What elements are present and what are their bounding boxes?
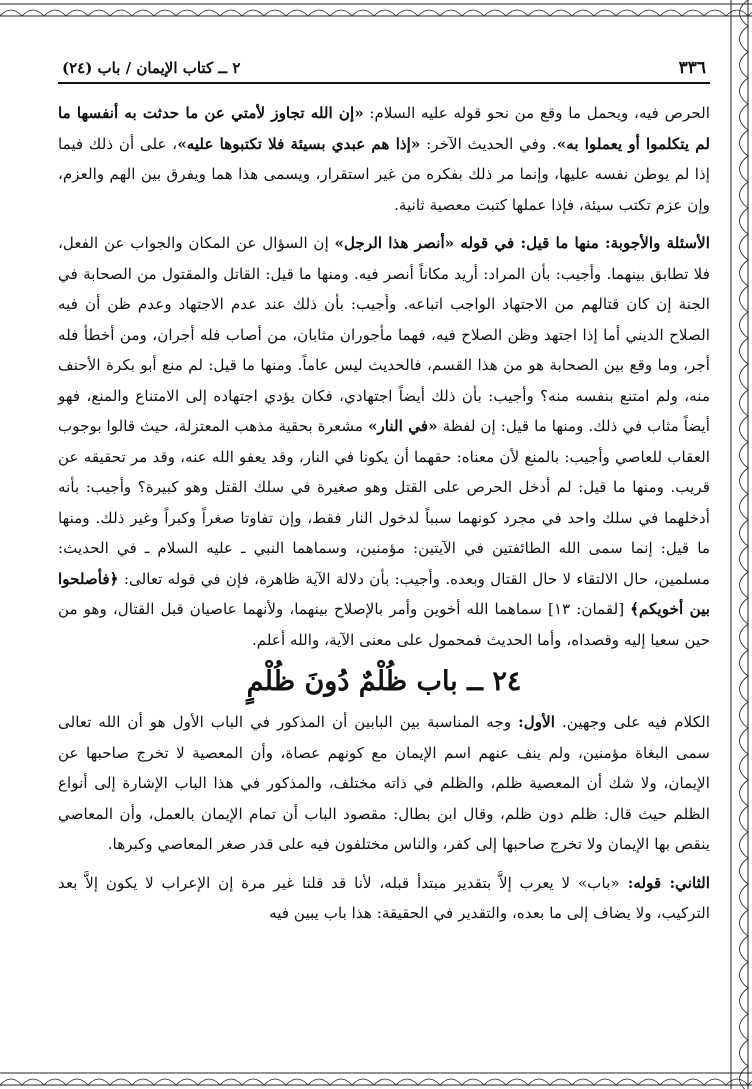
border-ornament	[418, 1079, 440, 1085]
border-ornament	[572, 10, 594, 16]
border-ornament	[242, 1079, 264, 1085]
border-ornament	[740, 0, 749, 26]
border-ornament	[740, 208, 749, 234]
hadith-quote: «إذا هم عبدي بسيئة فلا تكتبوها عليه»	[177, 134, 421, 153]
border-ornament	[132, 10, 154, 16]
border-ornament	[286, 10, 308, 16]
border-ornament	[740, 702, 749, 728]
border-ornament	[740, 494, 749, 520]
border-ornament	[550, 10, 572, 16]
border-ornament	[740, 936, 749, 962]
border-ornament	[264, 1079, 286, 1085]
border-ornament	[594, 1079, 616, 1085]
decorative-border-top	[0, 0, 752, 20]
section-label: الأسئلة والأجوبة: منها ما قيل: في قوله	[454, 234, 711, 252]
text-segment: الحرص فيه، ويحمل ما وقع من نحو قوله عليه السلام:	[363, 104, 710, 122]
border-ornament	[740, 364, 749, 390]
border-ornament	[740, 806, 749, 832]
text-segment: إن السؤال عن المكان والجواب عن الفعل، فلا تطابق بينهما. وأجيب: بأن المراد: أريد مكاناً أنصر فيه. ومنها ما قيل: القاتل والمقتول من الصحابة في الجنة إن كان قتالهم من الاجتهاد الواجب اتباعه. وأجيب: بأن ذلك عند عدم الاجتهاد وعدم ظن أن فيه الصلاح الديني أما إذا اجتهد وظن الصلاح فيه، فهما مأجوران مثابان، من أصاب فله أجران، ومن أخطأ فله أجر، وما وقع بين الصحابة هو من هذا القسم، فالحديث ليس عاماً. ومنها ما قيل: لم منع أبو بكرة الأحنف منه، ولم امتنع بنفسه منه؟ وأجيب: بأن ذلك أيضاً اجتهادي، فكان يؤدي اجتهاده إلى الامتناع والمنع، فهو أيضاً مثاب في ذلك. ومنها ما قيل: إن لفظة	[58, 234, 710, 435]
quran-quote: ﴿فأصلحوا بين أخويكم﴾	[58, 569, 711, 618]
border-ornament	[198, 1079, 220, 1085]
border-ornament	[740, 884, 749, 910]
paragraph-1	[58, 98, 710, 220]
border-ornament	[740, 1040, 749, 1066]
border-ornament	[462, 10, 484, 16]
border-ornament	[740, 1066, 749, 1089]
section-label: الأول:	[518, 713, 555, 731]
text-segment: وجه المناسبة بين البابين أن المذكور في الباب الأول هو أن الله تعالى سمى البغاة مؤمنين، ولم ينف عنهم اسم الإيمان مع كونهم عصاة، وأن المعصية لا تخرج صاحبها عن الإيمان، ولا شك أن المعصية ظلم، والظلم في ذاته مختلف، والمذكور في هذا الباب الإشارة إلى أنواع الظلم حيث قال: ظلم دون ظلم، وقال ابن بطال: مقصود الباب أن تمام الإيمان بالعمل، وأن المعاصي ينقص بها الإيمان ولا تخرج صاحبها إلى كفر، والناس مختلفون فيه على قدر صغر المعاصي وكبرها.	[58, 713, 710, 853]
border-ornament	[660, 10, 682, 16]
border-ornament	[528, 1079, 550, 1085]
border-ornament	[740, 390, 749, 416]
border-ornament	[110, 10, 132, 16]
border-ornament	[740, 754, 749, 780]
border-ornament	[740, 78, 749, 104]
border-ornament	[740, 260, 749, 286]
border-ornament	[740, 104, 749, 130]
border-ornament	[462, 1079, 484, 1085]
border-ornament	[154, 10, 176, 16]
border-ornament	[22, 10, 44, 16]
border-ornament	[740, 234, 749, 260]
page-number: ٣٣٦	[678, 58, 706, 78]
border-ornament	[572, 1079, 594, 1085]
section-label: الثاني: قوله:	[619, 873, 710, 892]
border-ornament	[740, 858, 749, 884]
border-ornament	[220, 1079, 242, 1085]
text-segment: مشعرة بحقية مذهب المعتزلة، حيث قالوا بوجوب العقاب للعاصي وأجيب: بالمنع لأن معناه: حقهما أن يكونا في النار، وقد يعفو الله عنه، وقد مر تحقيقه عن قريب. ومنها ما قيل: لم أدخل الحرص على القتل وهو صغيرة في سلك القتل وهو كبيرة؟ وأجيب: بأنه أدخلهما في سلك واحد في مجرد كونهما سبباً لدخول النار فقط، وإن تفاوتا صغراً وكبراً وغير ذلك. ومنها ما قيل: إنما سمى الله الطائفتين في الآيتين: مؤمنين، وسماهما النبي ـ عليه السلام ـ في الحديث: مسلمين، حال الالتقاء لا حال القتال وبعده. وأجيب: بأن دلالة الآية ظاهرة، فإن في قوله تعالى:	[58, 417, 710, 588]
border-ornament	[616, 10, 638, 16]
border-ornament	[198, 10, 220, 16]
border-ornament	[396, 1079, 418, 1085]
border-ornament	[110, 1079, 132, 1085]
border-ornament	[682, 1079, 704, 1085]
border-ornament	[550, 1079, 572, 1085]
decorative-border-right	[727, 0, 752, 1089]
border-ornament	[22, 1079, 44, 1085]
border-ornament	[44, 1079, 66, 1085]
paragraph-second-aspect	[58, 868, 710, 929]
border-ornament	[740, 286, 749, 312]
border-ornament	[374, 1079, 396, 1085]
border-ornament	[220, 10, 242, 16]
border-ornament	[66, 10, 88, 16]
border-ornament	[440, 1079, 462, 1085]
border-ornament	[132, 1079, 154, 1085]
border-ornament	[704, 1079, 726, 1085]
book-page	[58, 56, 710, 1066]
border-ornament	[176, 10, 198, 16]
border-ornament	[308, 10, 330, 16]
border-ornament	[740, 1014, 749, 1040]
border-ornament	[396, 10, 418, 16]
border-ornament	[740, 26, 749, 52]
paragraph-first-aspect	[58, 707, 710, 860]
border-ornament	[440, 10, 462, 16]
hadith-quote: «في النار»	[367, 417, 438, 435]
border-ornament	[88, 10, 110, 16]
border-ornament	[286, 1079, 308, 1085]
border-ornament	[506, 1079, 528, 1085]
decorative-border-bottom	[0, 1069, 752, 1089]
border-ornament	[740, 728, 749, 754]
page-header	[58, 56, 710, 84]
border-ornament	[352, 1079, 374, 1085]
border-ornament	[418, 10, 440, 16]
border-ornament	[88, 1079, 110, 1085]
border-ornament	[484, 10, 506, 16]
text-segment: «باب»	[577, 873, 620, 892]
text-segment: ، على أن ذلك فيما إذا لم يوطن نفسه عليها، وإنما مر ذلك بفكره من غير استقرار، ويسمى هذا هما ويفرق بين الهم والعزم، وإن عزم تكتب سيئة، فإذا عملها كتبت معصية ثانية.	[58, 134, 710, 214]
border-ornament	[740, 52, 749, 78]
border-ornament	[740, 780, 749, 806]
border-ornament	[740, 650, 749, 676]
border-ornament	[308, 1079, 330, 1085]
border-ornament	[352, 10, 374, 16]
paragraph-questions-answers	[58, 228, 710, 655]
border-ornament	[682, 10, 704, 16]
text-segment: الكلام فيه على وجهين.	[554, 713, 710, 731]
border-ornament	[740, 468, 749, 494]
border-ornament	[484, 1079, 506, 1085]
border-ornament	[740, 312, 749, 338]
border-ornament	[740, 546, 749, 572]
border-ornament	[740, 832, 749, 858]
border-ornament	[242, 10, 264, 16]
hadith-quote: «أنصر هذا الرجل»	[334, 234, 455, 252]
border-ornament	[704, 10, 726, 16]
border-ornament	[264, 10, 286, 16]
border-ornament	[740, 416, 749, 442]
border-ornament	[528, 10, 550, 16]
border-ornament	[594, 10, 616, 16]
border-ornament	[44, 10, 66, 16]
border-ornament	[176, 1079, 198, 1085]
border-ornament	[740, 520, 749, 546]
border-ornament	[660, 1079, 682, 1085]
border-ornament	[740, 572, 749, 598]
border-ornament	[0, 10, 22, 16]
text-segment: [لقمان: ١٣] سماهما الله أخوين وأمر بالإصلاح بينهما، ولأنهما عاصيان قبل القتال، وهو من حين سعيا إليه وقصداه، وأما الحديث فمحمول على معنى الآية، والله أعلم.	[58, 600, 710, 649]
border-ornament	[740, 910, 749, 936]
border-ornament	[740, 442, 749, 468]
chapter-heading: ٢٤ ــ باب ظُلْمٌ دُونَ ظُلْمٍ	[246, 666, 522, 697]
border-ornament	[740, 182, 749, 208]
text-segment: . وفي الحديث الآخر:	[420, 134, 557, 153]
border-ornament	[740, 988, 749, 1014]
border-ornament	[740, 156, 749, 182]
border-ornament	[66, 1079, 88, 1085]
border-ornament	[740, 962, 749, 988]
border-ornament	[740, 676, 749, 702]
border-ornament	[0, 1079, 22, 1085]
running-title: ٢ ــ كتاب الإيمان / باب (٢٤)	[62, 59, 241, 77]
border-ornament	[740, 598, 749, 624]
hadith-quote: «إن الله تجاوز لأمتي عن ما حدثت به أنفسها ما لم يتكلموا أو يعملوا به»	[58, 104, 710, 153]
border-ornament	[154, 1079, 176, 1085]
border-ornament	[330, 1079, 352, 1085]
border-ornament	[638, 10, 660, 16]
border-ornament	[740, 338, 749, 364]
border-ornament	[740, 624, 749, 650]
border-ornament	[616, 1079, 638, 1085]
border-ornament	[740, 130, 749, 156]
text-segment: لا يعرب إلاَّ بتقدير مبتدأ قبله، لأنا قد قلنا غير مرة إن الإعراب لا يكون إلاَّ بعد التركيب، ولا يضاف إلى ما بعده، والتقدير في الحقيقة: هذا باب يبين فيه	[58, 873, 710, 922]
border-ornament	[506, 10, 528, 16]
border-ornament	[638, 1079, 660, 1085]
border-ornament	[330, 10, 352, 16]
border-ornament	[374, 10, 396, 16]
page-body	[58, 98, 710, 929]
